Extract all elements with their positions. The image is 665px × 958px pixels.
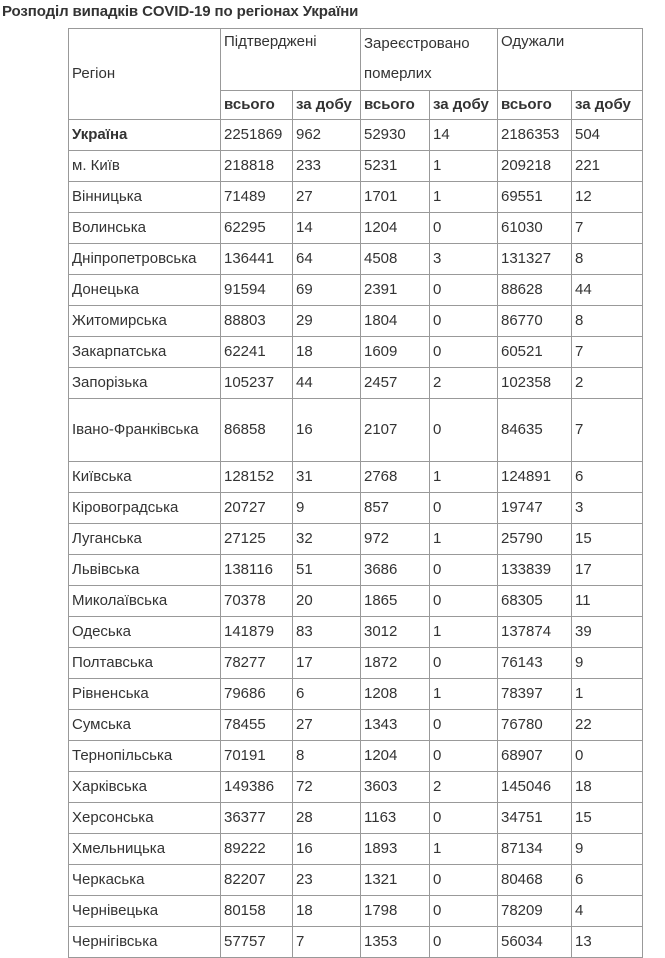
recovered-per-day-cell: 44 [572, 275, 643, 306]
confirmed-total-cell: 70191 [221, 741, 293, 772]
confirmed-total-cell: 79686 [221, 679, 293, 710]
deaths-total-cell: 5231 [361, 151, 430, 182]
deaths-per-day-cell: 2 [430, 772, 498, 803]
confirmed-total-cell: 71489 [221, 182, 293, 213]
confirmed-per-day-cell: 18 [293, 896, 361, 927]
confirmed-total-cell: 86858 [221, 399, 293, 462]
confirmed-per-day-cell: 44 [293, 368, 361, 399]
confirmed-total-cell: 218818 [221, 151, 293, 182]
recovered-per-day-cell: 1 [572, 679, 643, 710]
table-row [69, 182, 643, 213]
confirmed-per-day-cell: 32 [293, 524, 361, 555]
confirmed-total-cell: 62295 [221, 213, 293, 244]
region-cell: Київська [69, 462, 221, 493]
table-row [69, 617, 643, 648]
header-deaths-total: всього [361, 91, 430, 120]
deaths-total-cell: 1865 [361, 586, 430, 617]
deaths-per-day-cell: 0 [430, 741, 498, 772]
confirmed-total-cell: 70378 [221, 586, 293, 617]
confirmed-total-cell: 136441 [221, 244, 293, 275]
region-cell: Полтавська [69, 648, 221, 679]
confirmed-per-day-cell: 18 [293, 337, 361, 368]
recovered-total-cell: 102358 [498, 368, 572, 399]
deaths-total-cell: 1343 [361, 710, 430, 741]
confirmed-total-cell: 78455 [221, 710, 293, 741]
region-cell: Кіровоградська [69, 493, 221, 524]
deaths-total-cell: 972 [361, 524, 430, 555]
header-deaths-per-day: за добу [430, 91, 498, 120]
recovered-per-day-cell: 11 [572, 586, 643, 617]
recovered-per-day-cell: 17 [572, 555, 643, 586]
confirmed-per-day-cell: 6 [293, 679, 361, 710]
deaths-per-day-cell: 1 [430, 462, 498, 493]
recovered-per-day-cell: 9 [572, 834, 643, 865]
confirmed-per-day-cell: 14 [293, 213, 361, 244]
recovered-total-cell: 76143 [498, 648, 572, 679]
confirmed-total-cell: 89222 [221, 834, 293, 865]
recovered-total-cell: 78397 [498, 679, 572, 710]
recovered-per-day-cell: 2 [572, 368, 643, 399]
confirmed-per-day-cell: 16 [293, 399, 361, 462]
deaths-per-day-cell: 0 [430, 648, 498, 679]
recovered-total-cell: 84635 [498, 399, 572, 462]
region-cell: Тернопільська [69, 741, 221, 772]
confirmed-per-day-cell: 51 [293, 555, 361, 586]
deaths-total-cell: 857 [361, 493, 430, 524]
confirmed-total-cell: 57757 [221, 927, 293, 958]
deaths-per-day-cell: 0 [430, 865, 498, 896]
recovered-total-cell: 19747 [498, 493, 572, 524]
deaths-total-cell: 1701 [361, 182, 430, 213]
confirmed-per-day-cell: 7 [293, 927, 361, 958]
confirmed-per-day-cell: 233 [293, 151, 361, 182]
recovered-per-day-cell: 221 [572, 151, 643, 182]
deaths-per-day-cell: 14 [430, 120, 498, 151]
confirmed-total-cell: 20727 [221, 493, 293, 524]
confirmed-per-day-cell: 23 [293, 865, 361, 896]
table-row [69, 586, 643, 617]
recovered-per-day-cell: 8 [572, 306, 643, 337]
deaths-total-cell: 1163 [361, 803, 430, 834]
region-cell: Сумська [69, 710, 221, 741]
recovered-per-day-cell: 6 [572, 865, 643, 896]
recovered-total-cell: 137874 [498, 617, 572, 648]
table-row [69, 648, 643, 679]
recovered-total-cell: 80468 [498, 865, 572, 896]
recovered-total-cell: 86770 [498, 306, 572, 337]
deaths-per-day-cell: 0 [430, 213, 498, 244]
table-row [69, 524, 643, 555]
recovered-total-cell: 209218 [498, 151, 572, 182]
recovered-total-cell: 68305 [498, 586, 572, 617]
table-row [69, 306, 643, 337]
recovered-per-day-cell: 9 [572, 648, 643, 679]
confirmed-per-day-cell: 28 [293, 803, 361, 834]
confirmed-per-day-cell: 9 [293, 493, 361, 524]
recovered-per-day-cell: 12 [572, 182, 643, 213]
region-cell: Рівненська [69, 679, 221, 710]
region-cell: Хмельницька [69, 834, 221, 865]
recovered-total-cell: 60521 [498, 337, 572, 368]
deaths-total-cell: 1204 [361, 741, 430, 772]
recovered-per-day-cell: 3 [572, 493, 643, 524]
header-confirmed: Підтверджені [221, 29, 361, 91]
table-row [69, 710, 643, 741]
recovered-total-cell: 78209 [498, 896, 572, 927]
deaths-total-cell: 3603 [361, 772, 430, 803]
region-cell: Дніпропетровська [69, 244, 221, 275]
recovered-per-day-cell: 7 [572, 337, 643, 368]
region-cell: Донецька [69, 275, 221, 306]
region-cell: Волинська [69, 213, 221, 244]
confirmed-total-cell: 62241 [221, 337, 293, 368]
recovered-total-cell: 76780 [498, 710, 572, 741]
recovered-per-day-cell: 18 [572, 772, 643, 803]
recovered-total-cell: 124891 [498, 462, 572, 493]
recovered-per-day-cell: 7 [572, 213, 643, 244]
region-cell: Черкаська [69, 865, 221, 896]
recovered-per-day-cell: 4 [572, 896, 643, 927]
table-row [69, 462, 643, 493]
confirmed-total-cell: 78277 [221, 648, 293, 679]
recovered-total-cell: 69551 [498, 182, 572, 213]
table-row [69, 399, 643, 462]
deaths-per-day-cell: 0 [430, 586, 498, 617]
deaths-per-day-cell: 0 [430, 306, 498, 337]
covid-regions-table [68, 28, 643, 958]
deaths-total-cell: 4508 [361, 244, 430, 275]
recovered-per-day-cell: 13 [572, 927, 643, 958]
deaths-per-day-cell: 1 [430, 151, 498, 182]
header-deaths: Зареєстровано померлих [361, 29, 498, 91]
deaths-total-cell: 1893 [361, 834, 430, 865]
region-cell: Чернівецька [69, 896, 221, 927]
table-row [69, 772, 643, 803]
confirmed-per-day-cell: 27 [293, 710, 361, 741]
region-cell: Запорізька [69, 368, 221, 399]
deaths-total-cell: 3012 [361, 617, 430, 648]
table-row [69, 834, 643, 865]
confirmed-per-day-cell: 20 [293, 586, 361, 617]
recovered-per-day-cell: 22 [572, 710, 643, 741]
deaths-per-day-cell: 2 [430, 368, 498, 399]
deaths-per-day-cell: 1 [430, 679, 498, 710]
confirmed-total-cell: 88803 [221, 306, 293, 337]
table-row [69, 244, 643, 275]
header-recovered-per-day: за добу [572, 91, 643, 120]
deaths-total-cell: 1609 [361, 337, 430, 368]
deaths-total-cell: 2457 [361, 368, 430, 399]
recovered-total-cell: 88628 [498, 275, 572, 306]
deaths-per-day-cell: 0 [430, 275, 498, 306]
header-recovered: Одужали [498, 29, 643, 91]
deaths-per-day-cell: 1 [430, 524, 498, 555]
deaths-per-day-cell: 0 [430, 896, 498, 927]
table-row [69, 368, 643, 399]
region-cell: Львівська [69, 555, 221, 586]
confirmed-per-day-cell: 29 [293, 306, 361, 337]
table-row [69, 275, 643, 306]
recovered-per-day-cell: 0 [572, 741, 643, 772]
confirmed-total-cell: 141879 [221, 617, 293, 648]
deaths-total-cell: 52930 [361, 120, 430, 151]
confirmed-per-day-cell: 83 [293, 617, 361, 648]
deaths-total-cell: 1872 [361, 648, 430, 679]
deaths-total-cell: 1204 [361, 213, 430, 244]
deaths-per-day-cell: 0 [430, 555, 498, 586]
deaths-per-day-cell: 0 [430, 399, 498, 462]
deaths-total-cell: 3686 [361, 555, 430, 586]
deaths-total-cell: 2391 [361, 275, 430, 306]
confirmed-per-day-cell: 962 [293, 120, 361, 151]
region-cell: Закарпатська [69, 337, 221, 368]
recovered-per-day-cell: 15 [572, 803, 643, 834]
region-cell: Вінницька [69, 182, 221, 213]
region-cell: Миколаївська [69, 586, 221, 617]
region-cell: м. Київ [69, 151, 221, 182]
table-row [69, 213, 643, 244]
recovered-per-day-cell: 6 [572, 462, 643, 493]
confirmed-per-day-cell: 69 [293, 275, 361, 306]
confirmed-per-day-cell: 31 [293, 462, 361, 493]
confirmed-per-day-cell: 16 [293, 834, 361, 865]
confirmed-total-cell: 27125 [221, 524, 293, 555]
header-confirmed-total: всього [221, 91, 293, 120]
region-cell: Івано-​Франківська [69, 399, 221, 462]
deaths-total-cell: 1321 [361, 865, 430, 896]
recovered-total-cell: 56034 [498, 927, 572, 958]
deaths-per-day-cell: 1 [430, 182, 498, 213]
table-row [69, 927, 643, 958]
table-row [69, 555, 643, 586]
table-row [69, 803, 643, 834]
region-cell: Житомирська [69, 306, 221, 337]
confirmed-per-day-cell: 17 [293, 648, 361, 679]
header-confirmed-per-day: за добу [293, 91, 361, 120]
header-region: Регіон [69, 29, 221, 120]
table-row [69, 120, 643, 151]
recovered-per-day-cell: 7 [572, 399, 643, 462]
recovered-total-cell: 133839 [498, 555, 572, 586]
confirmed-per-day-cell: 64 [293, 244, 361, 275]
deaths-per-day-cell: 0 [430, 927, 498, 958]
deaths-total-cell: 1353 [361, 927, 430, 958]
deaths-total-cell: 1804 [361, 306, 430, 337]
confirmed-total-cell: 2251869 [221, 120, 293, 151]
table-row [69, 493, 643, 524]
recovered-total-cell: 87134 [498, 834, 572, 865]
confirmed-per-day-cell: 8 [293, 741, 361, 772]
confirmed-total-cell: 105237 [221, 368, 293, 399]
table-row [69, 679, 643, 710]
recovered-per-day-cell: 15 [572, 524, 643, 555]
confirmed-total-cell: 138116 [221, 555, 293, 586]
confirmed-total-cell: 91594 [221, 275, 293, 306]
recovered-total-cell: 61030 [498, 213, 572, 244]
recovered-per-day-cell: 504 [572, 120, 643, 151]
recovered-total-cell: 25790 [498, 524, 572, 555]
region-cell: Чернігівська [69, 927, 221, 958]
deaths-total-cell: 1798 [361, 896, 430, 927]
deaths-total-cell: 2107 [361, 399, 430, 462]
confirmed-total-cell: 36377 [221, 803, 293, 834]
deaths-per-day-cell: 0 [430, 493, 498, 524]
recovered-total-cell: 2186353 [498, 120, 572, 151]
table-row [69, 151, 643, 182]
deaths-per-day-cell: 0 [430, 337, 498, 368]
table-row [69, 337, 643, 368]
deaths-per-day-cell: 1 [430, 617, 498, 648]
table-row [69, 741, 643, 772]
table-row [69, 865, 643, 896]
confirmed-total-cell: 149386 [221, 772, 293, 803]
deaths-per-day-cell: 1 [430, 834, 498, 865]
recovered-per-day-cell: 39 [572, 617, 643, 648]
recovered-per-day-cell: 8 [572, 244, 643, 275]
confirmed-per-day-cell: 72 [293, 772, 361, 803]
header-recovered-total: всього [498, 91, 572, 120]
region-cell: Україна [69, 120, 221, 151]
deaths-total-cell: 1208 [361, 679, 430, 710]
recovered-total-cell: 68907 [498, 741, 572, 772]
recovered-total-cell: 131327 [498, 244, 572, 275]
region-cell: Херсонська [69, 803, 221, 834]
recovered-total-cell: 34751 [498, 803, 572, 834]
deaths-per-day-cell: 0 [430, 710, 498, 741]
table-row [69, 896, 643, 927]
deaths-per-day-cell: 0 [430, 803, 498, 834]
deaths-per-day-cell: 3 [430, 244, 498, 275]
confirmed-total-cell: 128152 [221, 462, 293, 493]
region-cell: Харківська [69, 772, 221, 803]
confirmed-per-day-cell: 27 [293, 182, 361, 213]
region-cell: Луганська [69, 524, 221, 555]
recovered-total-cell: 145046 [498, 772, 572, 803]
confirmed-total-cell: 82207 [221, 865, 293, 896]
confirmed-total-cell: 80158 [221, 896, 293, 927]
deaths-total-cell: 2768 [361, 462, 430, 493]
table-caption: Розподіл випадків COVID-19 по регіонах України [2, 3, 359, 20]
region-cell: Одеська [69, 617, 221, 648]
